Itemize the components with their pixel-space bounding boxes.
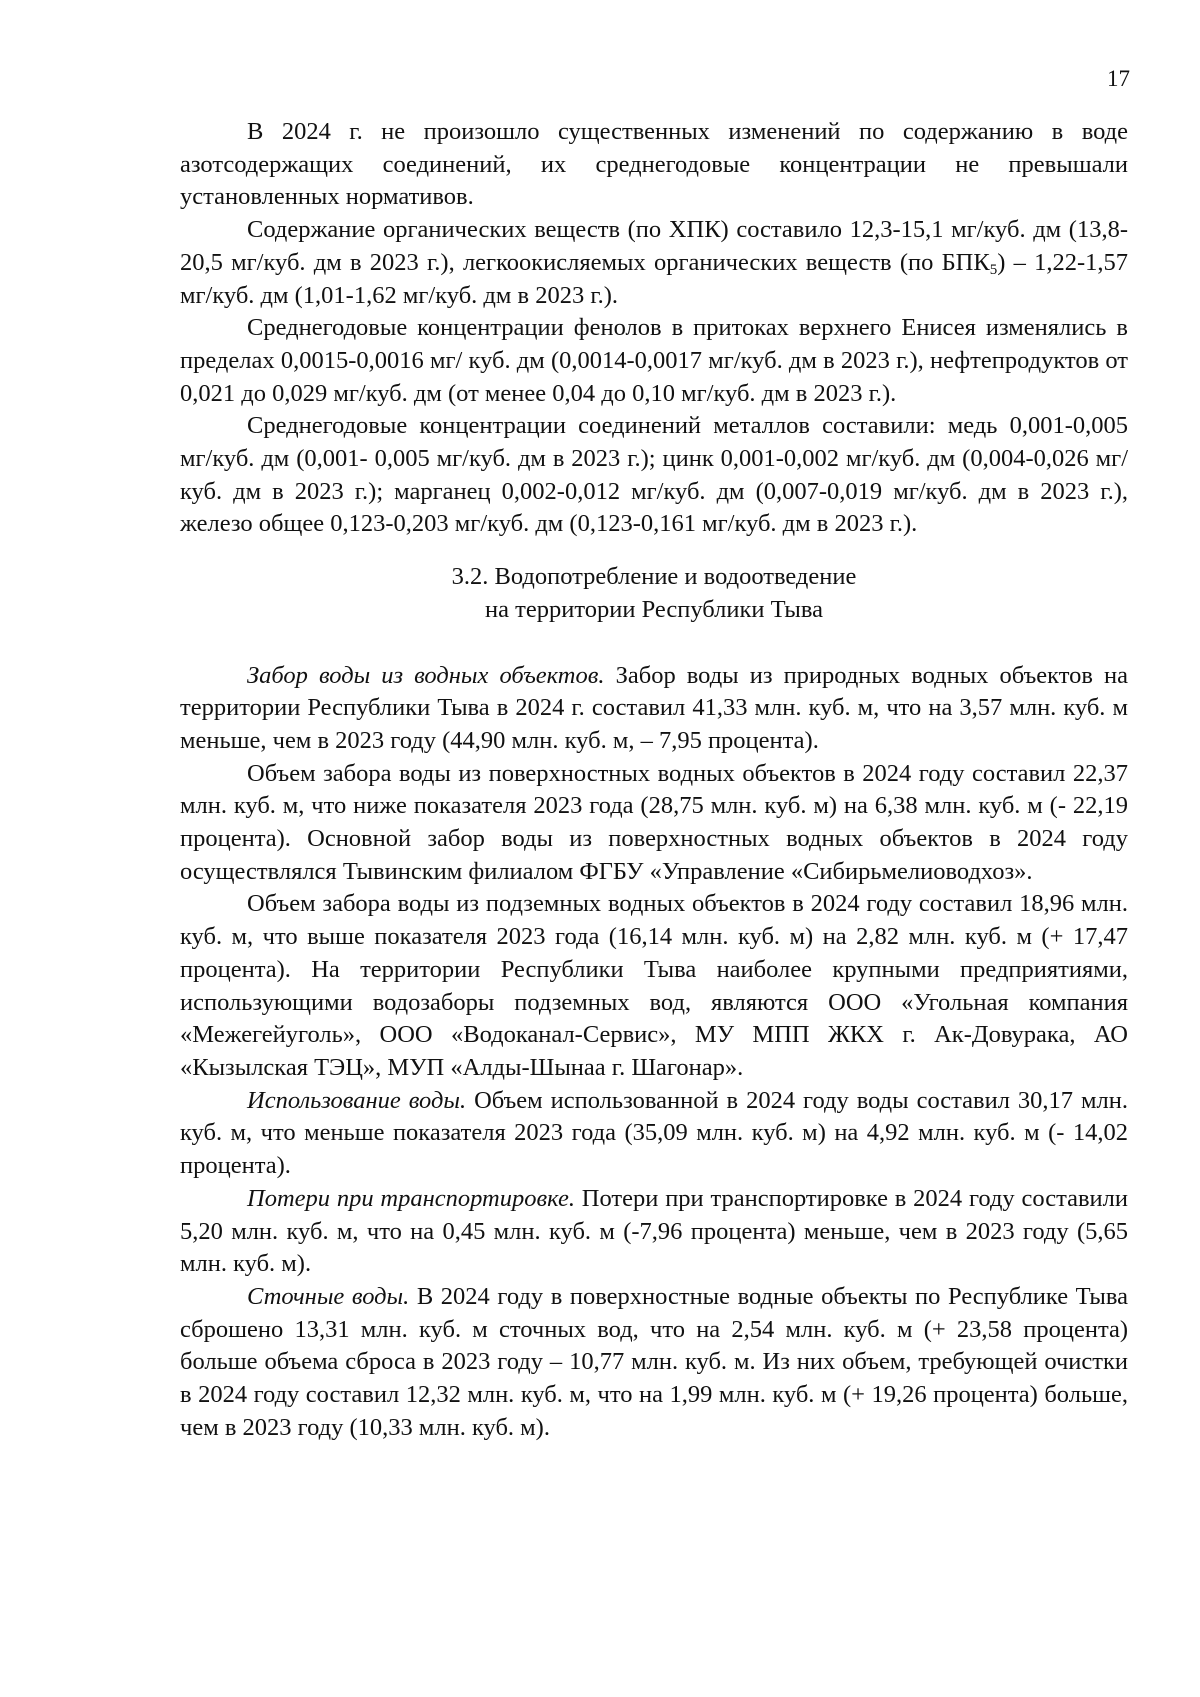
paragraph-waste-water (180, 1281, 1128, 1445)
paragraph-organic (180, 214, 1128, 312)
paragraph-surface-intake: Объем забора воды из поверхностных водных объектов в 2024 году составил 22,37 млн. куб. м, что ниже показателя 2023 года (28,75 млн. куб. м) на 6,38 млн. куб. м (- 22,19 процента). Основной забор воды из поверхностных водных объектов в 2024 году осуществлялся Тывинским филиалом ФГБУ «Управление «Сибирьмелиоводхоз». (180, 759, 1128, 885)
usage-text: Объем использованной в 2024 году воды составил 30,17 млн. куб. м, что меньше показателя 2023 года (35,09 млн. куб. м) на 4,92 млн. куб. м (- 14,02 процента). (180, 1086, 1128, 1180)
page-number: 17 (1107, 66, 1130, 91)
intake-text: Забор воды из природных водных объектов на территории Республики Тыва в 2024 г. составил 41,33 млн. куб. м, что на 3,57 млн. куб. м меньше, чем в 2023 году (44,90 млн. куб. м, – 7,95 процента). (180, 661, 1128, 754)
paragraph-phenols: Среднегодовые концентрации фенолов в притоках верхнего Енисея изменялись в пределах 0,0015-0,0016 мг/ куб. дм (0,0014-0,0017 мг/куб. дм в 2023 г.), нефтепродуктов от 0,021 до 0,029 мг/куб. дм (от менее 0,04 до 0,10 мг/куб. дм в 2023 г.). (180, 314, 1128, 407)
losses-text: Потери при транспортировке в 2024 году составили 5,20 млн. куб. м, что на 0,45 млн. куб. м (-7,96 процента) меньше, чем в 2023 году (5,65 млн. куб. м). (180, 1184, 1128, 1278)
paragraph-ground-intake: Объем забора воды из подземных водных объектов в 2024 году составил 18,96 млн. куб. м, что выше показателя 2023 года (16,14 млн. куб. м) на 2,82 млн. куб. м (+ 17,47 процента). На территории Республики Тыва наиболее крупными предприятиями, использующими водозаборы подземных вод, являются ООО «Угольная компания «Межегейуголь», ООО «Водоканал-Сервис», МУ МПП ЖКХ г. Ак-Довурака, АО «Кызылская ТЭЦ», МУП «Алды-Шынаа г. Шагонар». (180, 890, 1128, 1081)
document-body (180, 116, 1128, 1444)
paragraph-water-intake (180, 660, 1128, 758)
section-title-line2: на территории Республики Тыва (485, 595, 823, 623)
waste-text: В 2024 году в поверхностные водные объекты по Республике Тыва сброшено 13,31 млн. куб. м сточных вод, что на 2,54 млн. куб. м (+ 23,58 процента) больше объема сброса в 2023 году – 10,77 млн. куб. м. Из них объем, требующей очистки в 2024 году составил 12,32 млн. куб. м, что на 1,99 млн. куб. м (+ 19,26 процента) больше, чем в 2023 году (10,33 млн. куб. м). (180, 1282, 1128, 1441)
losses-lead: Потери при транспортировке. (247, 1184, 575, 1212)
organic-text-part2: ) – 1,22-1,57 мг/куб. дм (1,01-1,62 мг/куб. дм в 2023 г.). (180, 248, 1128, 309)
usage-lead: Использование воды. (247, 1086, 467, 1114)
section-heading (180, 561, 1128, 626)
paragraph-metals: Среднегодовые концентрации соединений металлов составили: медь 0,001-0,005 мг/куб. дм (0,001- 0,005 мг/куб. дм в 2023 г.); цинк 0,001-0,002 мг/куб. дм (0,004-0,026 мг/куб. дм в 2023 г.); марганец 0,002-0,012 мг/куб. дм (0,007-0,019 мг/куб. дм в 2023 г.), железо общее 0,123-0,203 мг/куб. дм (0,123-0,161 мг/куб. дм в 2023 г.). (180, 412, 1128, 538)
paragraph-nitrogen: В 2024 г. не произошло существенных изменений по содержанию в воде азотсодержащих соединений, их среднегодовые концентрации не превышали установленных нормативов. (180, 118, 1128, 211)
intake-lead: Забор воды из водных объектов. (247, 661, 605, 689)
paragraph-water-usage (180, 1085, 1128, 1183)
organic-text-part1: Содержание органических веществ (по ХПК) составило 12,3-15,1 мг/куб. дм (13,8-20,5 мг/куб. дм в 2023 г.), легкоокисляемых органических веществ (по БПК (180, 216, 1128, 276)
section-title-line1: 3.2. Водопотребление и водоотведение (451, 563, 857, 591)
paragraph-transport-losses (180, 1183, 1128, 1281)
waste-lead: Сточные воды. (247, 1282, 410, 1310)
bpk-subscript: 5 (989, 261, 998, 278)
